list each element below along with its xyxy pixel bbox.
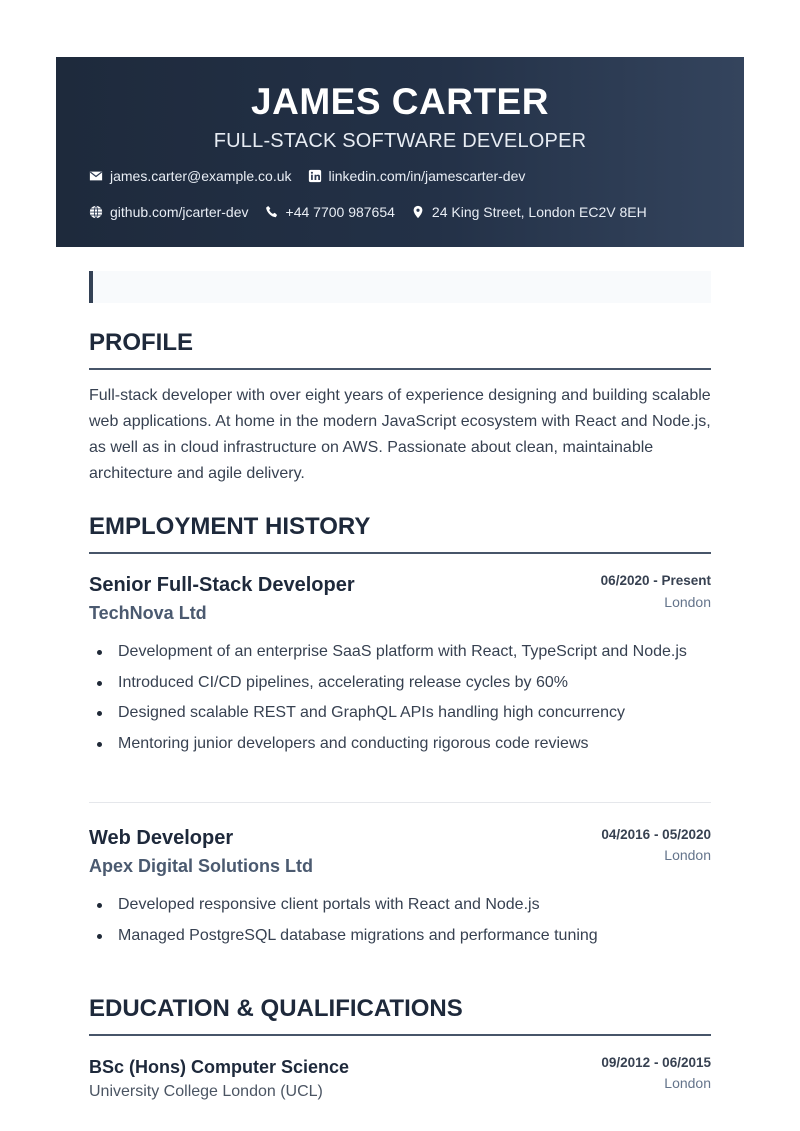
contact-phone[interactable] [265,204,395,220]
contact-row-1 [89,168,541,184]
education-location: London [664,1075,711,1091]
contact-github[interactable] [89,204,249,220]
linkedin-icon [308,169,322,183]
job-bullets [89,892,689,953]
company-name: Apex Digital Solutions Ltd [89,856,313,876]
list-item: Developed responsive client portals with React and Node.js [89,892,689,918]
list-item: Managed PostgreSQL database migrations and performance tuning [89,923,689,949]
job-bullets [89,639,689,761]
accent-rule [89,271,93,303]
resume-header [56,57,744,247]
envelope-icon [89,169,103,183]
accent-bar [89,271,711,303]
job-dates: 04/2016 - 05/2020 [601,827,711,842]
education-heading: EDUCATION & QUALIFICATIONS [89,994,711,1036]
contact-row-2 [89,204,663,220]
contact-email[interactable] [89,168,292,184]
institution-name: University College London (UCL) [89,1083,323,1100]
phone-text: +44 7700 987654 [285,204,395,220]
contact-address [411,204,647,220]
job-location: London [664,594,711,610]
education-dates: 09/2012 - 06/2015 [601,1055,711,1070]
job-title: Web Developer [89,827,234,849]
github-text: github.com/jcarter-dev [110,204,249,220]
email-text: james.carter@example.co.uk [110,168,292,184]
profile-summary: Full-stack developer with over eight years of experience designing and building scalable web applications. At home in the modern JavaScript ecosystem with React and Node.js, as well as in cloud infrastructure on AWS. Passionate about clean, maintainable architecture and agile delivery. [89,387,711,482]
map-pin-icon [411,205,425,219]
job-dates: 06/2020 - Present [600,573,711,588]
list-item: Introduced CI/CD pipelines, accelerating release cycles by 60% [89,670,689,696]
candidate-name: JAMES CARTER [251,81,549,122]
list-item: Mentoring junior developers and conducting rigorous code reviews [89,731,689,757]
profile-heading: PROFILE [89,328,711,370]
employment-heading: EMPLOYMENT HISTORY [89,512,711,554]
linkedin-text: linkedin.com/in/jamescarter-dev [328,168,526,184]
list-item: Designed scalable REST and GraphQL APIs handling high concurrency [89,700,689,726]
job-title: Senior Full-Stack Developer [89,574,355,596]
list-item: Development of an enterprise SaaS platform with React, TypeScript and Node.js [89,639,689,665]
job-role-title: FULL-STACK SOFTWARE DEVELOPER [213,130,587,152]
phone-icon [265,205,279,219]
job-divider [89,802,711,803]
company-name: TechNova Ltd [89,603,207,623]
degree-title: BSc (Hons) Computer Science [89,1057,350,1077]
job-location: London [664,847,711,863]
globe-icon [89,205,103,219]
contact-linkedin[interactable] [308,168,526,184]
address-text: 24 King Street, London EC2V 8EH [431,204,647,220]
